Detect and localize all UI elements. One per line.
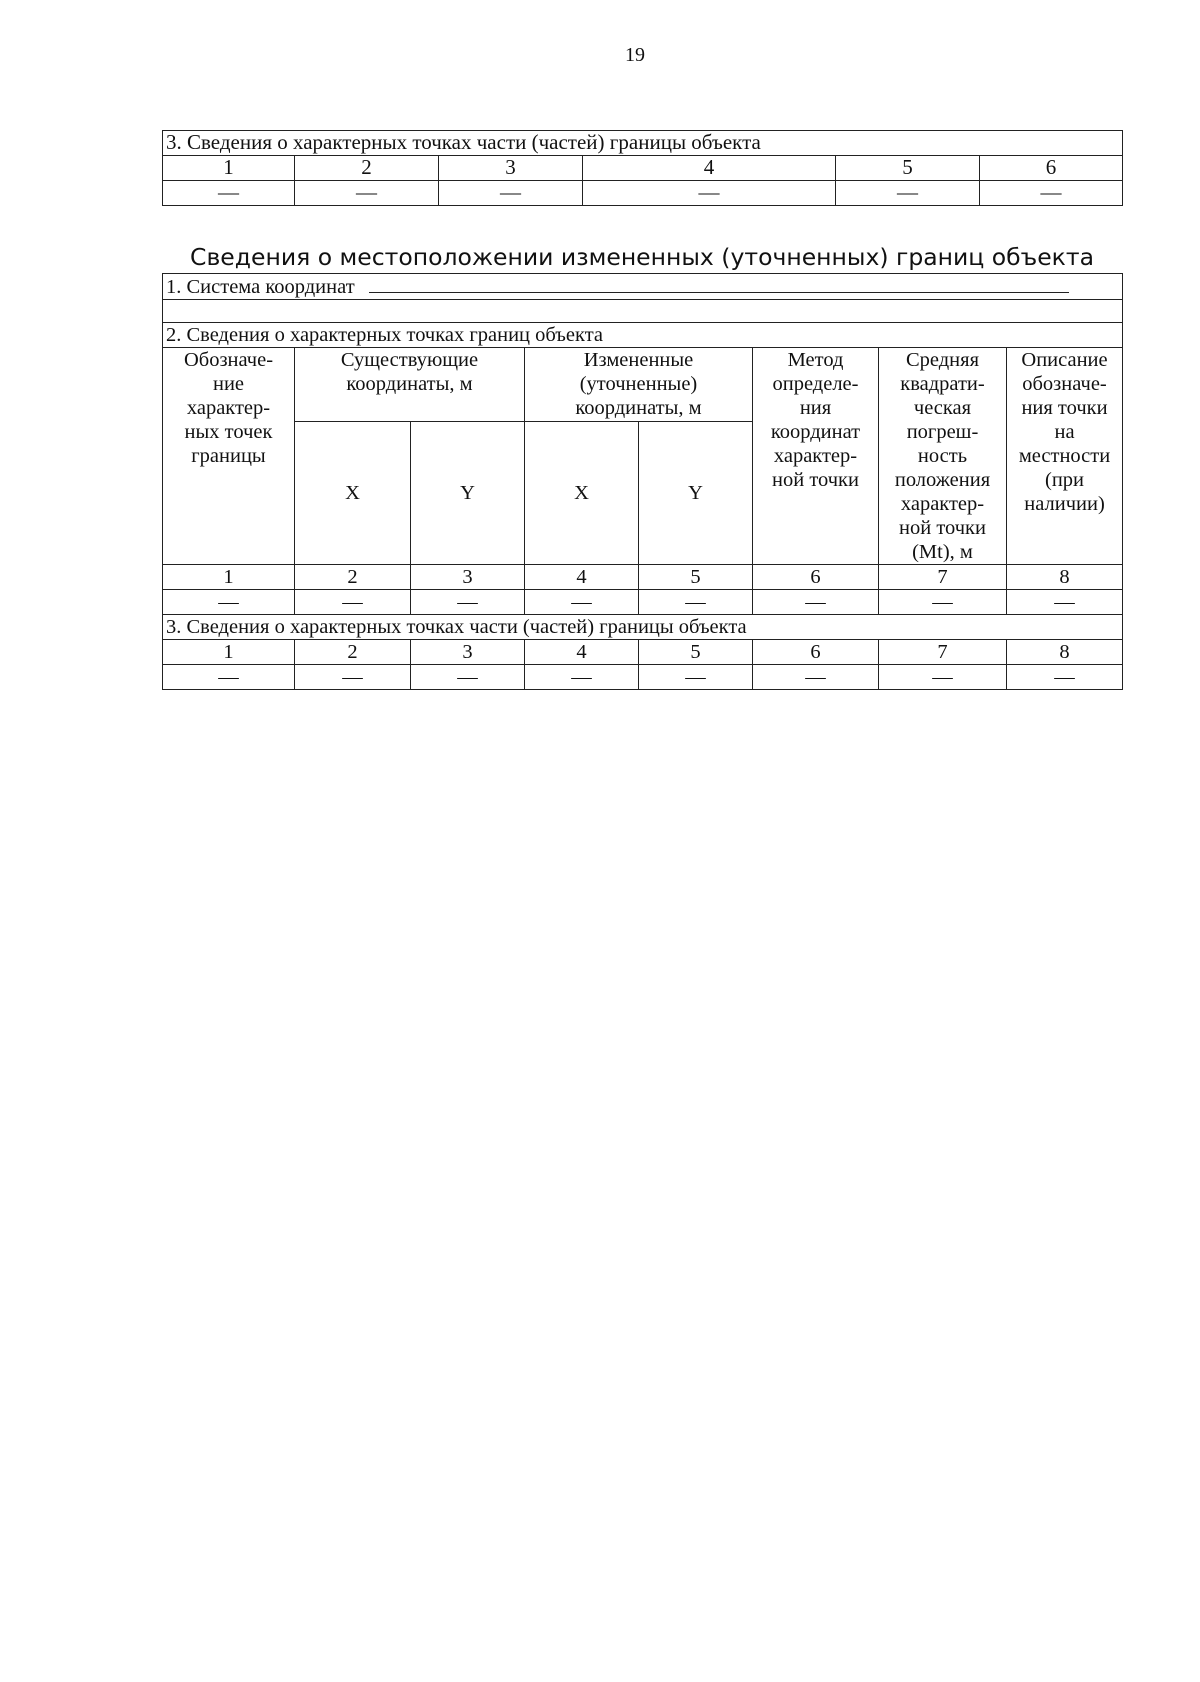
y-existing-header: Y xyxy=(411,422,525,565)
table-cell: — xyxy=(163,590,295,615)
existing-coordinates-header: Существующие координаты, м xyxy=(295,348,525,422)
method-header: Метод определе- ния координат характер- ной точки xyxy=(753,348,879,565)
table-cell: — xyxy=(411,665,525,690)
points-title: 2. Сведения о характерных точках границ объекта xyxy=(163,323,1123,348)
header-row-top xyxy=(163,348,1123,422)
x-existing-header: X xyxy=(295,422,411,565)
table-cell: — xyxy=(525,590,639,615)
table-cell: — xyxy=(439,181,583,206)
column-number: 3 xyxy=(439,156,583,181)
column-number: 6 xyxy=(753,640,879,665)
table-cell: — xyxy=(411,590,525,615)
table-cell: — xyxy=(163,665,295,690)
column-number: 8 xyxy=(1007,640,1123,665)
error-header: Средняя квадрати- ческая погреш- ность положения характер- ной точки (Mt), м xyxy=(879,348,1007,565)
table-cell: — xyxy=(1007,665,1123,690)
column-number: 2 xyxy=(295,565,411,590)
table-cell: — xyxy=(295,665,411,690)
coordinate-system-row xyxy=(163,274,1123,300)
y-changed-header: Y xyxy=(639,422,753,565)
column-number: 5 xyxy=(639,565,753,590)
table-row xyxy=(163,181,1123,206)
table-row xyxy=(163,590,1123,615)
column-number: 2 xyxy=(295,640,411,665)
column-number: 6 xyxy=(753,565,879,590)
table-cell: — xyxy=(295,181,439,206)
table-cell: — xyxy=(980,181,1123,206)
table-row xyxy=(163,665,1123,690)
column-number: 7 xyxy=(879,565,1007,590)
coordinate-system-label: 1. Система координат xyxy=(166,276,355,298)
table-cell: — xyxy=(583,181,836,206)
x-changed-header: X xyxy=(525,422,639,565)
table-header-row xyxy=(163,156,1123,181)
table-cell: — xyxy=(753,590,879,615)
table-cell: — xyxy=(295,590,411,615)
column-number: 1 xyxy=(163,565,295,590)
table-cell: — xyxy=(836,181,980,206)
column-number: 1 xyxy=(163,640,295,665)
changed-boundaries-table xyxy=(162,273,1123,690)
column-number: 5 xyxy=(639,640,753,665)
column-number: 4 xyxy=(583,156,836,181)
table-cell: — xyxy=(163,181,295,206)
column-number: 4 xyxy=(525,565,639,590)
column-number: 5 xyxy=(836,156,980,181)
column-number: 2 xyxy=(295,156,439,181)
coordinate-system-field xyxy=(369,274,1069,293)
designation-header: Обозначе- ние характер- ных точек границы xyxy=(163,348,295,565)
table-cell: — xyxy=(879,590,1007,615)
table-header-row xyxy=(163,640,1123,665)
part-points-table xyxy=(162,130,1123,206)
table-cell: — xyxy=(879,665,1007,690)
column-number: 3 xyxy=(411,565,525,590)
column-number: 4 xyxy=(525,640,639,665)
changed-coordinates-header: Измененные (уточненные) координаты, м xyxy=(525,348,753,422)
parts-title: 3. Сведения о характерных точках части (частей) границы объекта xyxy=(163,615,1123,640)
table-cell: — xyxy=(525,665,639,690)
page-number: 19 xyxy=(625,44,645,66)
column-number: 1 xyxy=(163,156,295,181)
part-points-title: 3. Сведения о характерных точках части (частей) границы объекта xyxy=(163,131,1123,156)
table-cell: — xyxy=(1007,590,1123,615)
column-number: 6 xyxy=(980,156,1123,181)
table-cell: — xyxy=(639,665,753,690)
column-number: 3 xyxy=(411,640,525,665)
empty-row xyxy=(163,300,1123,323)
column-number: 7 xyxy=(879,640,1007,665)
column-number: 8 xyxy=(1007,565,1123,590)
section-title: Сведения о местоположении измененных (уточненных) границ объекта xyxy=(190,243,1094,271)
description-header: Описание обозначе- ния точки на местности (при наличии) xyxy=(1007,348,1123,565)
table-cell: — xyxy=(753,665,879,690)
table-cell: — xyxy=(639,590,753,615)
table-header-row xyxy=(163,565,1123,590)
